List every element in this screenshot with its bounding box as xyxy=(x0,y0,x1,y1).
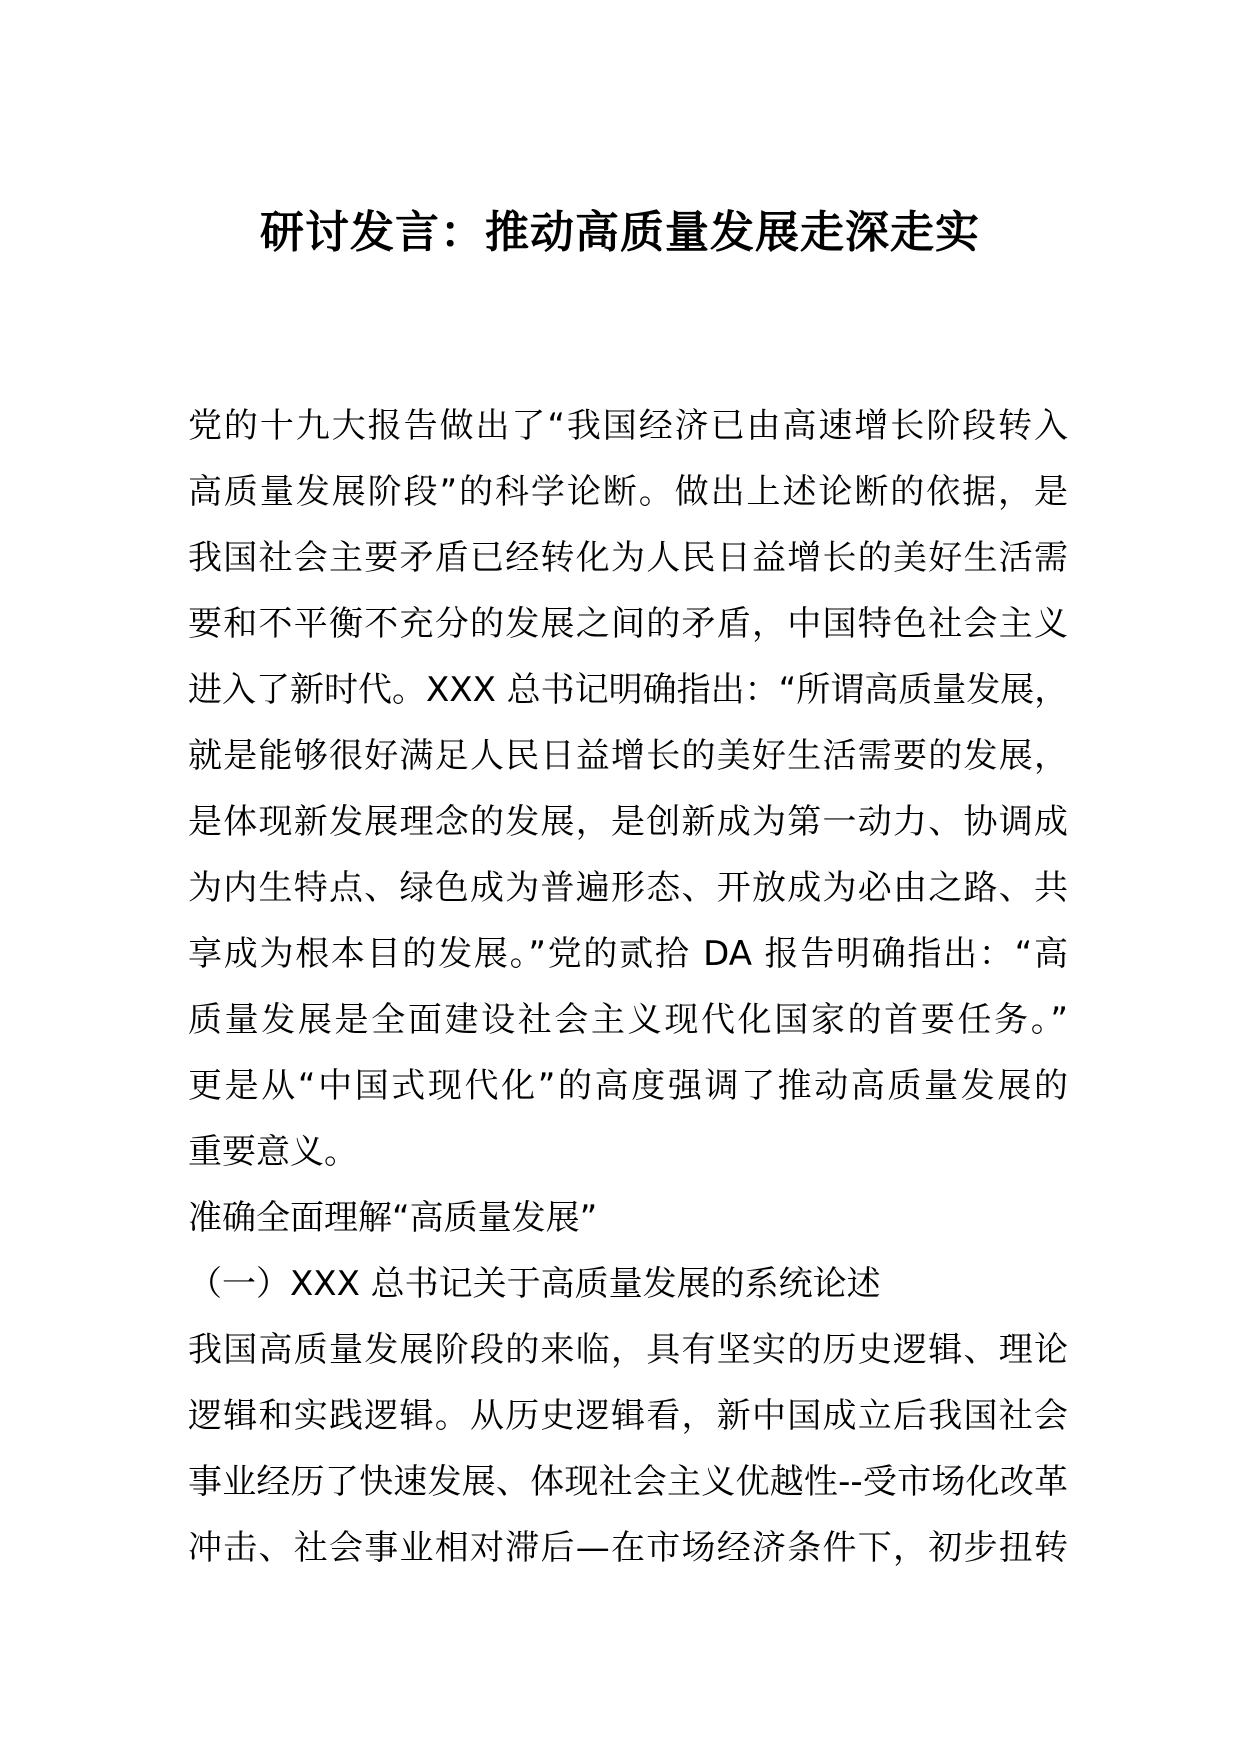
paragraph-line-2: 高质量发展阶段”的科学论断。做出上述论断的依据，是 xyxy=(188,472,1068,512)
paragraph-line-15: 我国高质量发展阶段的来临，具有坚实的历史逻辑、理论 xyxy=(188,1330,1068,1370)
section-heading: 准确全面理解“高质量发展” xyxy=(188,1198,598,1238)
document-title: 研讨发言：推动高质量发展走深走实 xyxy=(260,207,980,258)
paragraph-line-9: 享成为根本目的发展。”党的贰拾 DA 报告明确指出：“高 xyxy=(188,934,1068,974)
paragraph-line-3: 我国社会主要矛盾已经转化为人民日益增长的美好生活需 xyxy=(188,538,1068,578)
paragraph-line-11: 更是从“中国式现代化”的高度强调了推动高质量发展的 xyxy=(188,1066,1068,1106)
paragraph-line-6: 就是能够很好满足人民日益增长的美好生活需要的发展， xyxy=(188,736,1068,776)
paragraph-line-8: 为内生特点、绿色成为普遍形态、开放成为必由之路、共 xyxy=(188,868,1068,908)
paragraph-line-18: 冲击、社会事业相对滞后—在市场经济条件下，初步扭转 xyxy=(188,1528,1068,1568)
paragraph-line-17: 事业经历了快速发展、体现社会主义优越性--受市场化改革 xyxy=(188,1462,1068,1502)
paragraph-line-5: 进入了新时代。XXX 总书记明确指出：“所谓高质量发展， xyxy=(188,670,1069,710)
paragraph-line-10: 质量发展是全面建设社会主义现代化国家的首要任务。” xyxy=(188,1000,1068,1040)
paragraph-line-4: 要和不平衡不充分的发展之间的矛盾，中国特色社会主义 xyxy=(188,604,1068,644)
paragraph-line-12: 重要意义。 xyxy=(188,1132,358,1172)
subsection-heading: （一）XXX 总书记关于高质量发展的系统论述 xyxy=(188,1264,881,1304)
paragraph-line-1: 党的十九大报告做出了“我国经济已由高速增长阶段转入 xyxy=(188,406,1068,446)
paragraph-line-16: 逻辑和实践逻辑。从历史逻辑看，新中国成立后我国社会 xyxy=(188,1396,1068,1436)
document-body xyxy=(188,393,1068,1581)
paragraph-line-7: 是体现新发展理念的发展，是创新成为第一动力、协调成 xyxy=(188,802,1068,842)
